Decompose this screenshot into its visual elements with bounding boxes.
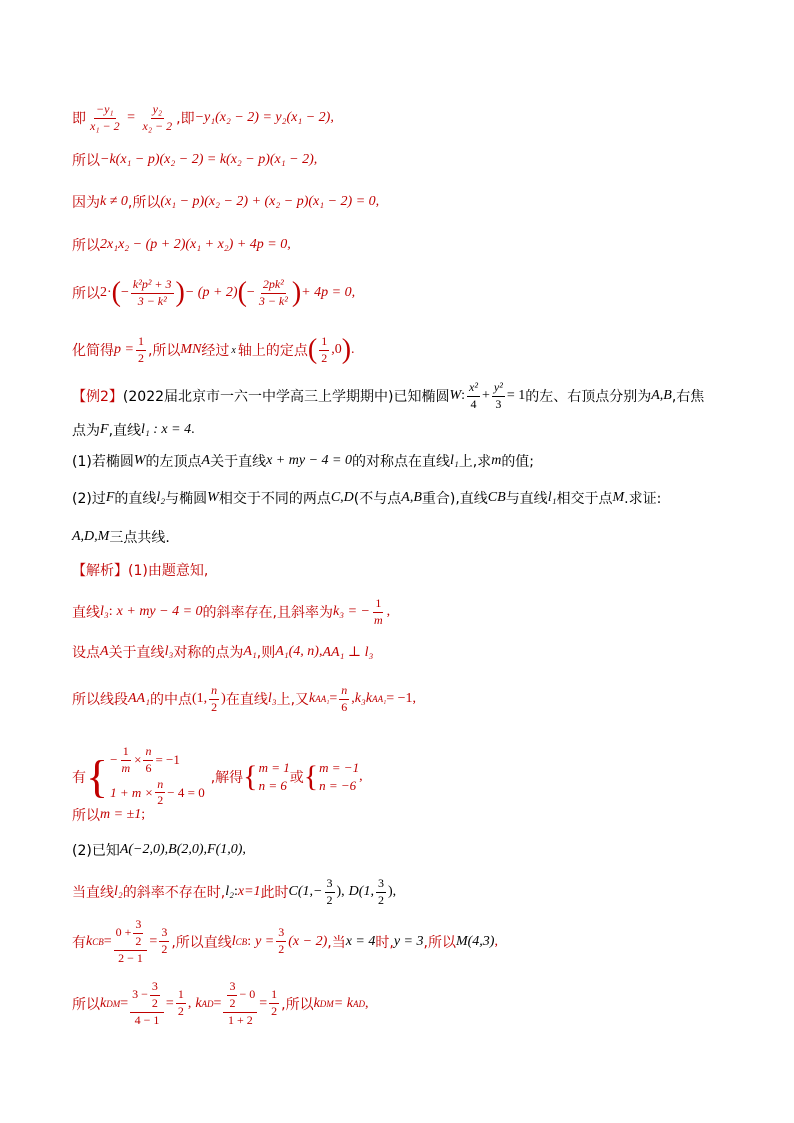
- derivation-line-6: 化简得 p = $\frac{1}{2}$ ,所以 MN 经过 x 轴上的定点 ( $\frac{1}{2}$ ,0 ) .: [72, 334, 355, 366]
- derivation-line-2: 所以 −k(x₁ − p)(x₂ − 2) = k(x₂ − p)(x₁ − 2),: [72, 152, 318, 169]
- derivation-line-3: 因为 k ≠ 0 ,所以 (x₁ − p)(x₂ − 2) + (x₂ − p)(x₁ − 2) = 0,: [72, 194, 380, 211]
- derivation-line-5: 所以 2· ( − $\frac{\text{k²p² + 3}}{\text{3 − k²}}$ ) − (p + 2) ( − $\frac{\text{2pk²}}{\text{3 − k²}}$ ) + 4p = 0,: [72, 277, 356, 309]
- solution-line-8: 有 k CB = 0 + $\frac{3}{2}$ 2 − 1 = $\frac{3}{2}$ ,所以直线 l CB : y = $\frac{3}{2}$ (x − 2) ,当 x = 4 时, y = 3 ,所以 M(4,3) ,: [72, 917, 498, 965]
- solution-line-6: (2)已知 A(−2,0),B(2,0),F(1,0),: [72, 842, 246, 859]
- fraction: $\frac{1}{2}$: [177, 987, 184, 1019]
- derivation-line-1: 即 $\frac{\text{−y₁}}{\text{x₁ − 2}}$ = $\frac{\text{y₂}}{\text{x₂ − 2}}$ ,即 −y₁(x₂ − 2) = y₂(x₁ − 2),: [72, 102, 334, 133]
- fraction: $\frac{\text{k²p² + 3}}{\text{3 − k²}}$: [132, 277, 172, 308]
- fraction: $\frac{3}{2}$: [326, 876, 333, 907]
- solution-line-9: 所以 k DM = 3 − $\frac{3}{2}$ 4 − 1 = $\frac{1}{2}$ , k AD = $\frac{3}{2}$ − 0 1 + 2 = $\frac{1}{2}$ ,所以 k DM = k AD ,: [72, 979, 369, 1027]
- fraction: 3 − $\frac{3}{2}$ 4 − 1: [130, 980, 164, 1027]
- text: 即: [72, 111, 86, 128]
- equation: −y₁(x₂ − 2) = y₂(x₁ − 2),: [194, 110, 334, 126]
- solution-line-3: 所以线段 AA₁ 的中点 (1, $\frac{n}{2}$ ) 在直线 l₃ 上,又 k AA₁ = $\frac{n}{6}$ , k₃k AA₁ = −1,: [72, 683, 417, 714]
- solution-tag: 【解析】: [72, 563, 128, 579]
- equation: (x₁ − p)(x₂ − 2) + (x₂ − p)(x₁ − 2) = 0,: [160, 194, 380, 209]
- solution-line-1: 直线 l₃ : x + my − 4 = 0 的斜率存在,且斜率为 k₃ = − $\frac{1}{m}$ ,: [72, 596, 391, 627]
- fraction: 0 + $\frac{3}{2}$ 2 − 1: [114, 918, 148, 965]
- example-tag: 【例2】: [72, 389, 123, 406]
- solution-header: 【解析】 (1)由题意知,: [72, 560, 208, 580]
- example-statement-line-2: 点为 F ,直线 l₁ : x = 4 .: [72, 422, 195, 439]
- question-1: (1)若椭圆 W 的左顶点 A 关于直线 x + my − 4 = 0 的对称点在直线 l₁ 上,求 m 的值;: [72, 453, 535, 470]
- fraction: $\frac{1}{2}$: [271, 987, 278, 1019]
- question-2: (2)过 F 的直线 l₂ 与椭圆 W 相交于不同的两点 C,D (不与点 A,B 重合),直线 CB 与直线 l₁ 相交于点 M .求证:: [72, 490, 662, 507]
- fraction: $\frac{1}{2}$: [321, 334, 328, 365]
- solution-line-5: 所以 m = ±1 ;: [72, 807, 146, 824]
- question-2-cont: A,D,M 三点共线.: [72, 529, 170, 546]
- fraction: $\frac{1}{m}$: [373, 596, 383, 627]
- fraction: $\frac{n}{6}$: [341, 683, 348, 714]
- fraction: $\frac{\text{y²}}{3}$: [493, 380, 503, 411]
- fraction: $\frac{3}{2}$ − 0 1 + 2: [223, 980, 257, 1027]
- equation: −k(x₁ − p)(x₂ − 2) = k(x₂ − p)(x₁ − 2),: [100, 152, 318, 167]
- fraction: $\frac{\text{2pk²}}{\text{3 − k²}}$: [258, 277, 288, 308]
- text: ,即: [176, 111, 195, 128]
- solution-line-4: 有 { − $\frac{1}{m}$ × $\frac{n}{6}$ = −1 1 + m × $\frac{n}{2}$ − 4 = 0 ,解得 { m = 1 n = 6 或 { m = −1 n = −6 ,: [72, 744, 363, 808]
- fraction: $\frac{3}{2}$: [278, 925, 285, 957]
- equation: 2x₁x₂ − (p + 2)(x₁ + x₂) + 4p = 0,: [100, 237, 291, 252]
- equation-system: { − $\frac{1}{m}$ × $\frac{n}{6}$ = −1 1 + m × $\frac{n}{2}$ − 4 = 0: [86, 744, 205, 808]
- fraction: $\frac{\text{y₂}}{\text{x₂ − 2}}$: [142, 102, 173, 133]
- fraction: $\frac{1}{2}$: [137, 334, 144, 365]
- solution-line-7: 当直线 l₂ 的斜率不存在时, l₂ : x=1 此时 C(1,− $\frac{3}{2}$ ), D(1, $\frac{3}{2}$ ),: [72, 876, 397, 907]
- derivation-line-4: 所以 2x₁x₂ − (p + 2)(x₁ + x₂) + 4p = 0,: [72, 237, 291, 254]
- solution-system-1: { m = 1 n = 6: [243, 759, 290, 793]
- solution-system-2: { m = −1 n = −6: [303, 759, 360, 793]
- fraction: $\frac{3}{2}$: [377, 876, 384, 907]
- example-statement-line-1: 【例2】 (2022届北京市一六一中学高三上学期期中)已知椭圆 W : $\frac{\text{x²}}{4}$ + $\frac{\text{y²}}{3}$ = 1 的左、右顶点分别为 A,B ,右焦: [72, 380, 705, 411]
- fraction: $\frac{3}{2}$: [161, 925, 168, 957]
- solution-line-2: 设点 A 关于直线 l₃ 对称的点为 A₁ ,则 A₁(4, n) , AA₁ ⊥ l₃: [72, 644, 374, 661]
- fraction: $\frac{\text{x²}}{4}$: [469, 380, 478, 411]
- fraction: $\frac{n}{2}$: [211, 683, 218, 714]
- fraction: $\frac{\text{−y₁}}{\text{x₁ − 2}}$: [90, 102, 120, 133]
